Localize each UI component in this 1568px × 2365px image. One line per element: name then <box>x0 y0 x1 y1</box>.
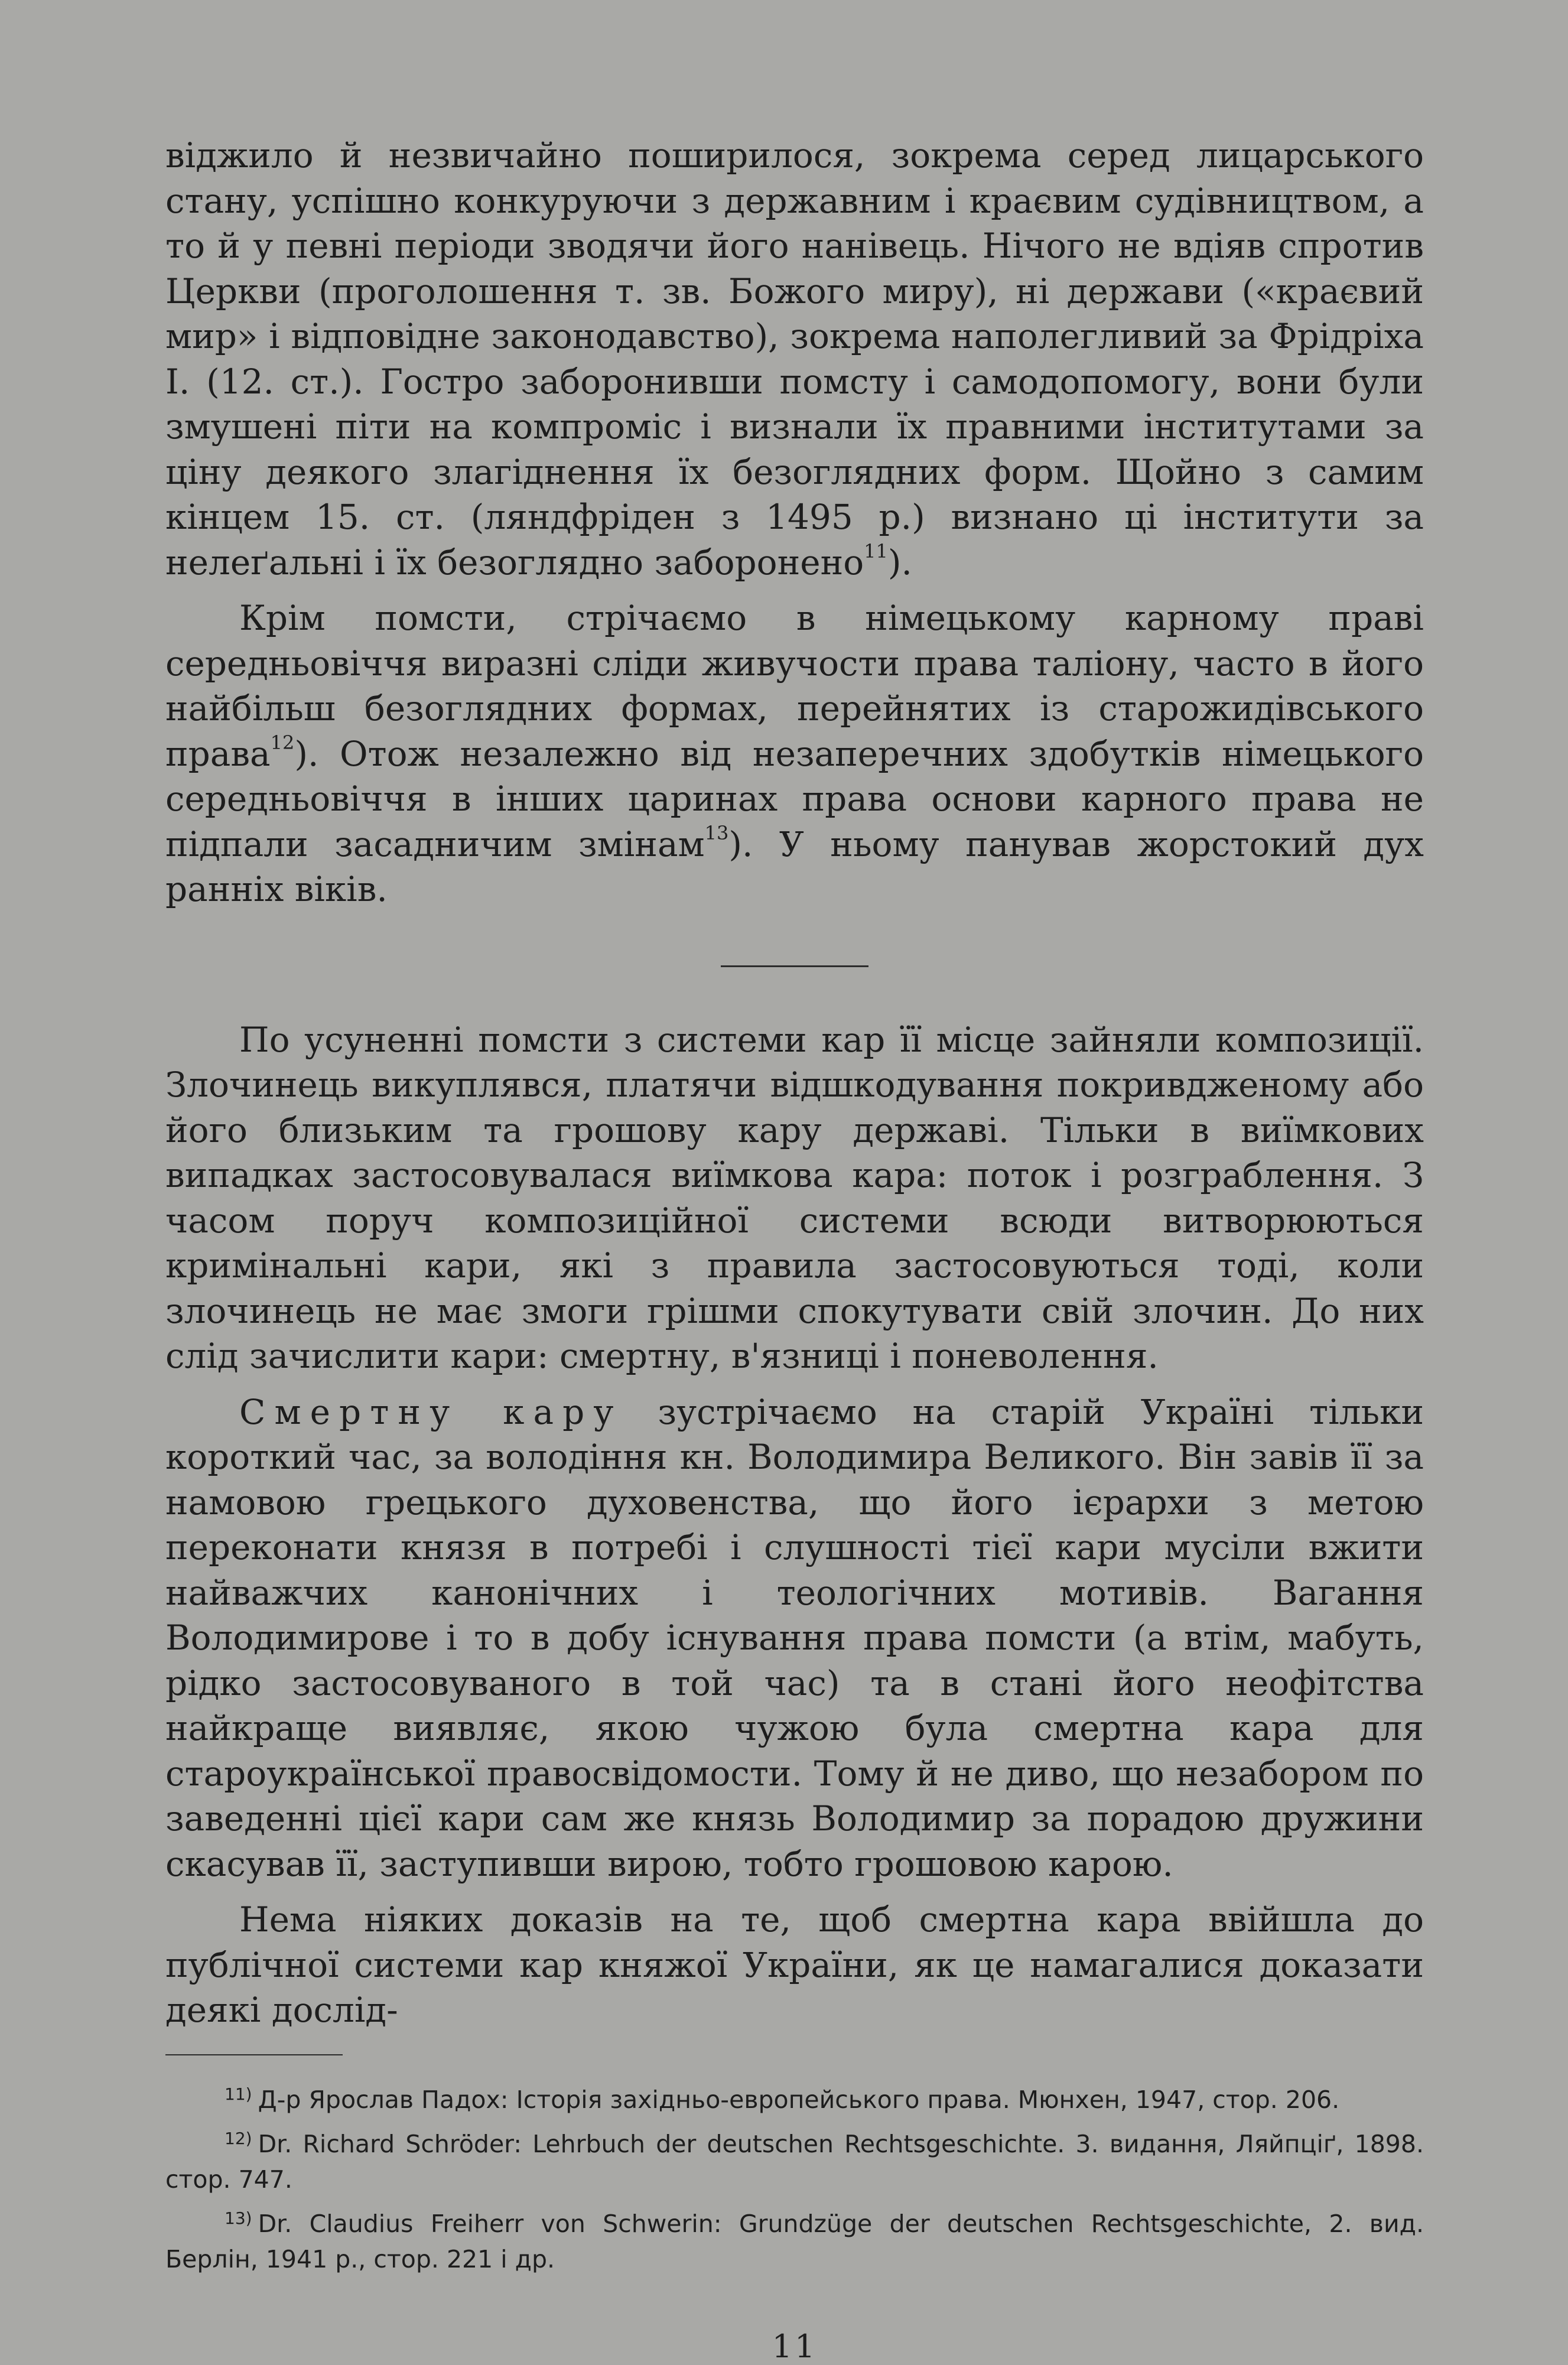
footnote-ref-11: 11 <box>864 539 888 562</box>
paragraph-1 <box>165 133 1424 585</box>
page-number: 11 <box>772 2327 818 2365</box>
footnote-ref-13: 13 <box>704 821 729 844</box>
footnote-number: 11) <box>225 2084 252 2104</box>
paragraph-2-part-c: ). У ньому панував жорстокий дух ранніх віків. <box>165 824 1424 909</box>
book-page <box>165 133 1424 2364</box>
footnote-11 <box>165 2077 1424 2117</box>
paragraph-4-text: зустрічаємо на старій Україні тільки короткий час, за володіння кн. Володимира Великого. Він завів її за намовою грецького духовенства, що його ієрархи з метою переконати князя в потребі і слушності тієї кари мусіли вжити найважчих канонічних і теологічних мотивів. Вагання Володимирове і то в добу існування права помсти (а втім, мабуть, рідко застосовуваного в той час) та в стані його неофітства найкраще виявляє, якою чужою була смертна кара для староукраїнської правосвідомости. Тому й не диво, що незабором по заведенні цієї кари сам же князь Володимир за порадою дружини скасував її, заступивши вирою, тобто грошовою карою. <box>165 1391 1424 1884</box>
footnote-13 <box>165 2201 1424 2277</box>
paragraph-1-tail: ). <box>887 542 912 583</box>
section-divider <box>721 965 868 967</box>
footnote-text: Dr. Claudius Freiherr von Schwerin: Grundzüge der deutschen Rechtsgeschichte, 2. вид. Берлін, 1941 р., стор. 221 і др. <box>165 2209 1424 2273</box>
footnote-text: Dr. Richard Schröder: Lehrbuch der deutschen Rechtsgeschichte. 3. видання, Ляйпціґ, 1898. стор. 747. <box>165 2129 1424 2194</box>
footnote-ref-12: 12 <box>270 731 295 754</box>
paragraph-2 <box>165 596 1424 912</box>
footnote-number: 12) <box>225 2128 252 2148</box>
paragraph-4 <box>165 1390 1424 1887</box>
footnote-text: Д-р Ярослав Падох: Історія західньо-европейського права. Мюнхен, 1947, стор. 206. <box>258 2085 1340 2114</box>
emphasis-death-penalty: Смертну кару <box>239 1391 623 1432</box>
paragraph-3: По усуненні помсти з системи кар її місце зайняли композиції. Злочинець викуплявся, платячи відшкодування покривдженому або його близьким та грошову кару державі. Тільки в виїмкових випадках застосовувалася виїмкова кара: поток і розграблення. З часом поруч композиційної системи всюди витворюються кримінальні кари, які з правила застосовуються тоді, коли злочинець не має змоги грішми спокутувати свій злочин. До них слід зачислити кари: смертну, в'язниці і поневолення. <box>165 1019 1424 1376</box>
paragraph-1-text: віджило й незвичайно поширилося, зокрема серед лицарського стану, успішно конкуруючи з державним і краєвим судівництвом, а то й у певні періоди зводячи його нанівець. Нічого не вдіяв спротив Церкви (проголошення т. зв. Божого миру), ні держави («краєвий мир» і відповідне законодавство), зокрема наполегливий за Фрідріха І. (12. ст.). Гостро заборонивши помсту і самодопомогу, вони були змушені піти на компроміс і визнали їх правними інститутами за ціну деякого злагіднення їх безоглядних форм. Щойно з самим кінцем 15. ст. (ляндфріден з 1495 р.) визнано ці інститути за нелеґальні і їх безоглядно заборонено <box>165 135 1424 583</box>
paragraph-2-part-a: Крім помсти, стрічаємо в німецькому карному праві середньовіччя виразні сліди живучости права таліону, часто в його найбільш безоглядних формах, перейнятих із старожидівського права <box>165 598 1424 774</box>
paragraph-5: Нема ніяких доказів на те, щоб смертна кара ввійшла до публічної системи кар княжої України, як це намагалися доказати деякі дослід- <box>165 1899 1424 2030</box>
paragraph-2-part-b: ). Отож незалежно від незаперечних здобутків німецького середньовіччя в інших царинах права основи карного права не підпали засадничим змінам <box>165 733 1424 864</box>
footnote-12 <box>165 2121 1424 2197</box>
footnote-number: 13) <box>225 2208 252 2228</box>
footnote-divider <box>165 2054 343 2055</box>
